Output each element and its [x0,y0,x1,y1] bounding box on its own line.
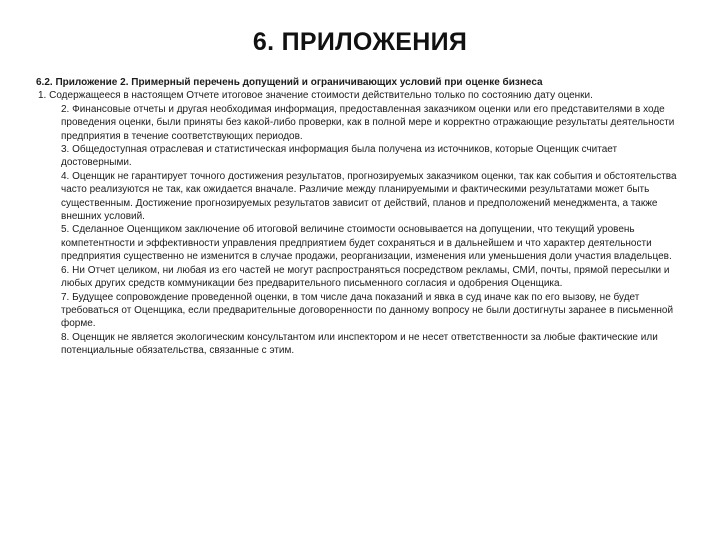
list-item: 8. Оценщик не является экологическим консультантом или инспектором и не несет ответственности за любые фактические или потенциальные обязательства, связанные с этим. [61,331,658,357]
list-item: 1. Содержащееся в настоящем Отчете итоговое значение стоимости действительно только по состоянию дату оценки. [38,90,593,102]
section-subheading: 6.2. Приложение 2. Примерный перечень допущений и ограничивающих условий при оценке бизнеса [36,77,543,88]
list-item: 6. Ни Отчет целиком, ни любая из его частей не могут распространяться посредством рекламы, СМИ, почты, прямой пересылки и любых других средств коммуникации без предварительного письменного согласия и одобрения Оценщика. [61,264,670,290]
slide-body [36,76,686,358]
list-item: 2. Финансовые отчеты и другая необходимая информация, предоставленная заказчиком оценки или его представителями в ходе проведения оценки, были приняты без какой-либо проверки, как в полной мере и корректно отражающие результаты деятельности предприятия в течение соответствующих периодов. [61,103,675,142]
list-item: 4. Оценщик не гарантирует точного достижения результатов, прогнозируемых заказчиком оценки, так как события и обстоятельства часто реализуются не так, как ожидается вначале. Различие между планируемыми и фактическими результатами может быть существенным. Достижение прогнозируемых результатов зависит от действий, планов и предположений менеджмента, а также внешних условий. [61,170,677,223]
slide-title: 6. ПРИЛОЖЕНИЯ [252,28,468,56]
list-item: 7. Будущее сопровождение проведенной оценки, в том числе дача показаний и явка в суд иначе как по его вызову, не будет требоваться от Оценщика, если предварительные договоренности по данному вопросу не были достигнуты заранее в письменной форме. [61,291,674,330]
list-item: 5. Сделанное Оценщиком заключение об итоговой величине стоимости основывается на допущении, что текущий уровень компетентности и эффективности управления предприятием будет сохраняться и в дальнейшем и что характер деятельности предприятия существенно не изменится в случае продажи, реорганизации, изменения или уменьшения доли участия владельцев. [61,224,672,263]
list-item: 3. Общедоступная отраслевая и статистическая информация была получена из источников, которые Оценщик считает достоверными. [61,144,618,169]
